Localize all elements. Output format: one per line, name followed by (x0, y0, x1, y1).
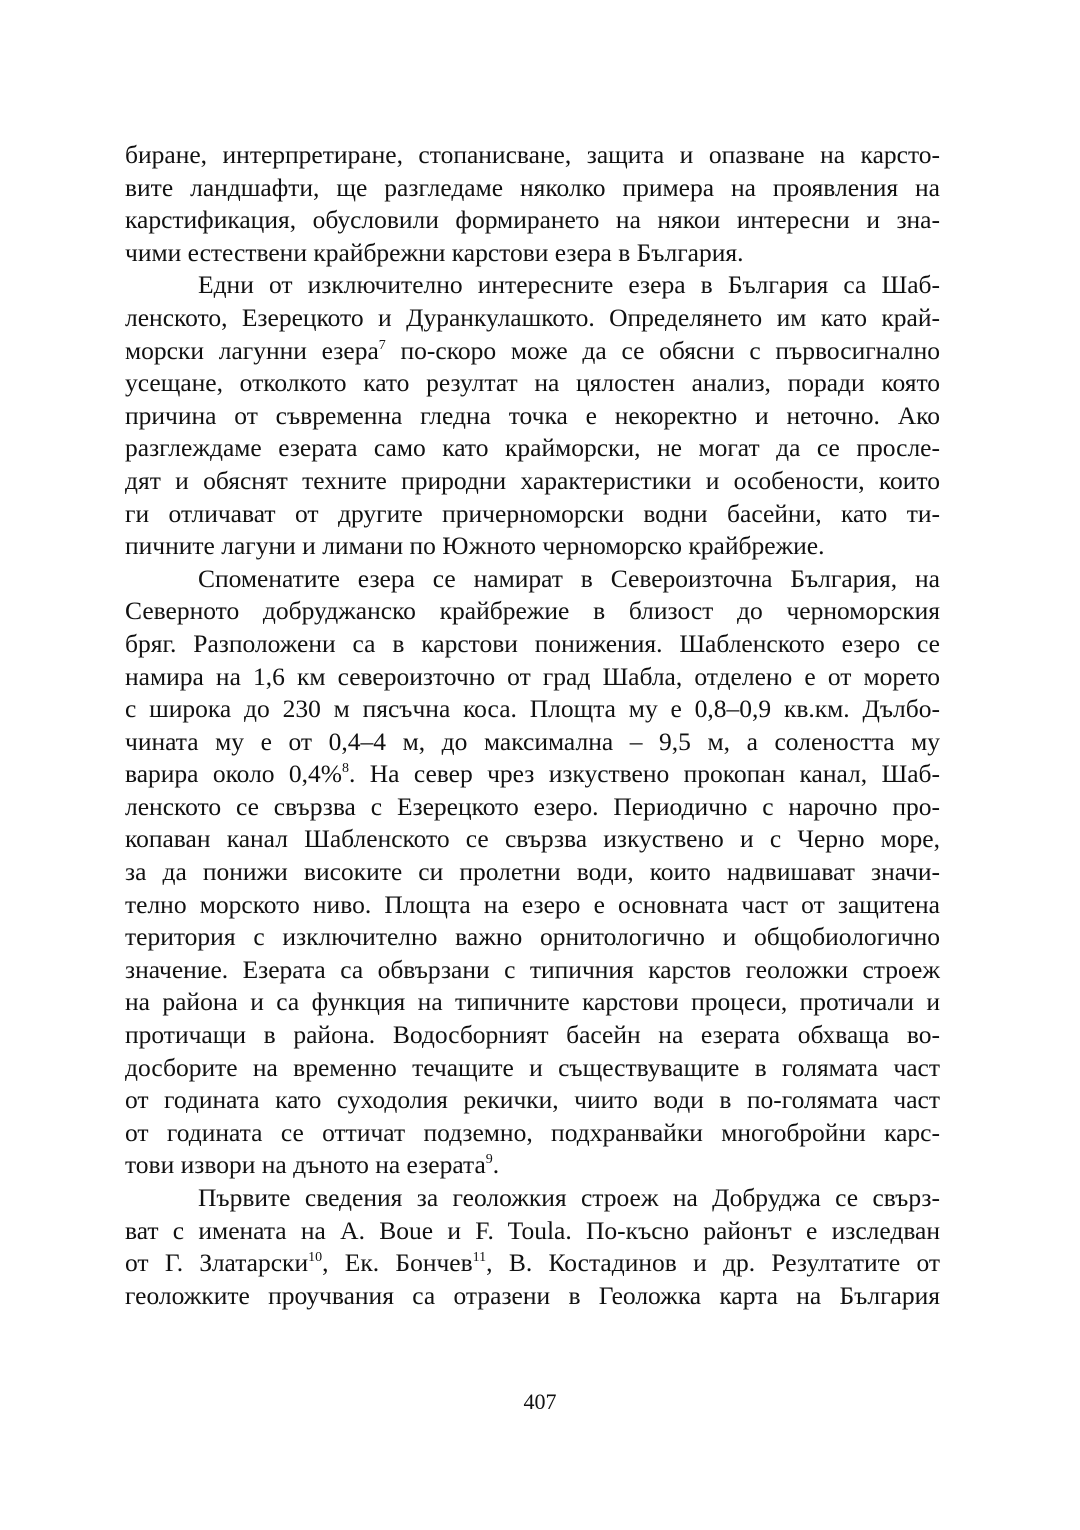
paragraph-3 (125, 563, 940, 1182)
text-segment: , Ек. Бончев (322, 1248, 473, 1278)
footnote-ref-11: 11 (472, 1250, 487, 1266)
text-line: от годината се оттичат подземно, подхранвайки многобройни карс- (125, 1117, 940, 1147)
text-line: разглеждаме езерата само като крайморски, не могат да се просле- (125, 433, 940, 463)
paragraph-1 (125, 139, 940, 269)
text-line (125, 1247, 940, 1280)
text-line: усещане, отколкото като резултат на цялостен анализ, поради която (125, 368, 940, 398)
text-segment: от Г. Златарски (125, 1248, 309, 1278)
text-line: копаван канал Шабленското се свързва изкуствено и с Черно море, (125, 824, 940, 854)
text-line: Споменатите езера се намират в Североизточна България, на (198, 563, 940, 593)
text-line: вите ландшафти, ще разгледаме няколко примера на проявления на (125, 172, 940, 202)
footnote-ref-7: 7 (378, 337, 386, 353)
text-line: геоложките проучвания са отразени в Геоложка карта на България (125, 1280, 940, 1310)
text-line: пичните лагуни и лимани по Южното черноморско крайбрежие. (125, 531, 825, 561)
text-line: протичащи в района. Водосборният басейн на езерата обхваща во- (125, 1020, 940, 1050)
text-segment: , В. Костадинов и др. Резултатите от (486, 1248, 941, 1278)
paragraph-4 (125, 1182, 940, 1312)
text-line: телно морското ниво. Площта на езеро е основната част от защитена (125, 889, 940, 919)
text-line: за да понижи високите си пролетни води, които надвишават значи- (125, 857, 940, 887)
text-line: досборите на временно течащите и съществуващите в голямата част (125, 1052, 940, 1082)
text-line: биране, интерпретиране, стопанисване, защита и опазване на карсто- (125, 140, 940, 169)
footnote-ref-8: 8 (342, 761, 350, 777)
text-line: чими естествени крайбрежни карстови езера в България. (125, 237, 744, 267)
text-line: територия с изключително важно орнитологично и общобиологично (125, 922, 940, 952)
text-line: ги отличават от другите причерноморски водни басейни, като ти- (125, 498, 940, 528)
text-line: ленското се свързва с Езерецкото езеро. Периодично с нарочно про- (125, 791, 940, 821)
text-segment: . На север чрез изкуствено прокопан канал, Шаб- (349, 759, 941, 789)
text-line (125, 335, 940, 368)
text-line: на района и са функция на типичните карстови процеси, протичали и (125, 987, 940, 1017)
footnote-ref-10: 10 (308, 1250, 323, 1266)
text-line (125, 1149, 940, 1182)
text-segment: варира около 0,4% (125, 759, 343, 789)
text-line: Северното добруджанско крайбрежие в близост до черноморския (125, 596, 940, 626)
text-line: карстификация, обусловили формирането на някои интересни и зна- (125, 205, 940, 235)
text-line: причина от съвременна гледна точка е некоректно и неточно. Ако (125, 400, 940, 430)
text-line: дят и обяснят техните природни характеристики и особености, които (125, 465, 940, 495)
text-segment: . (492, 1150, 500, 1180)
text-segment: по-скоро може да се обясни с първосигнално (385, 335, 940, 365)
text-line (125, 758, 940, 791)
text-line: Едни от изключително интересните езера в България са Шаб- (198, 270, 940, 300)
footnote-ref-9: 9 (485, 1152, 493, 1168)
paragraph-2 (125, 269, 940, 562)
text-line: чината му е от 0,4–4 м, до максимална – 9,5 м, а солеността му (125, 726, 940, 756)
text-line: ленското, Езерецкото и Дуранкулашкото. Определянето им като край- (125, 302, 940, 332)
text-segment: тови извори на дъното на езерата (125, 1150, 486, 1180)
text-line: с широка до 230 м пясъчна коса. Площта му е 0,8–0,9 кв.км. Дълбо- (125, 694, 940, 724)
text-line: намира на 1,6 км североизточно от град Шабла, отделено е от морето (125, 661, 940, 691)
text-line: Първите сведения за геоложкия строеж на Добруджа се свърз- (198, 1183, 940, 1212)
page-number: 407 (523, 1389, 557, 1414)
text-line: значение. Езерата са обвързани с типичния карстов геоложки строеж (125, 954, 940, 984)
text-line: от годината като суходолия рекички, чиито води в по-голямата част (125, 1085, 940, 1115)
text-line: бряг. Разположени са в карстови понижения. Шабленското езеро се (125, 628, 940, 658)
document-body (125, 139, 940, 1312)
text-segment: морски лагунни езера (125, 335, 379, 365)
text-line: ват с имената на А. Boue и F. Toula. По-късно районът е изследван (125, 1215, 940, 1245)
